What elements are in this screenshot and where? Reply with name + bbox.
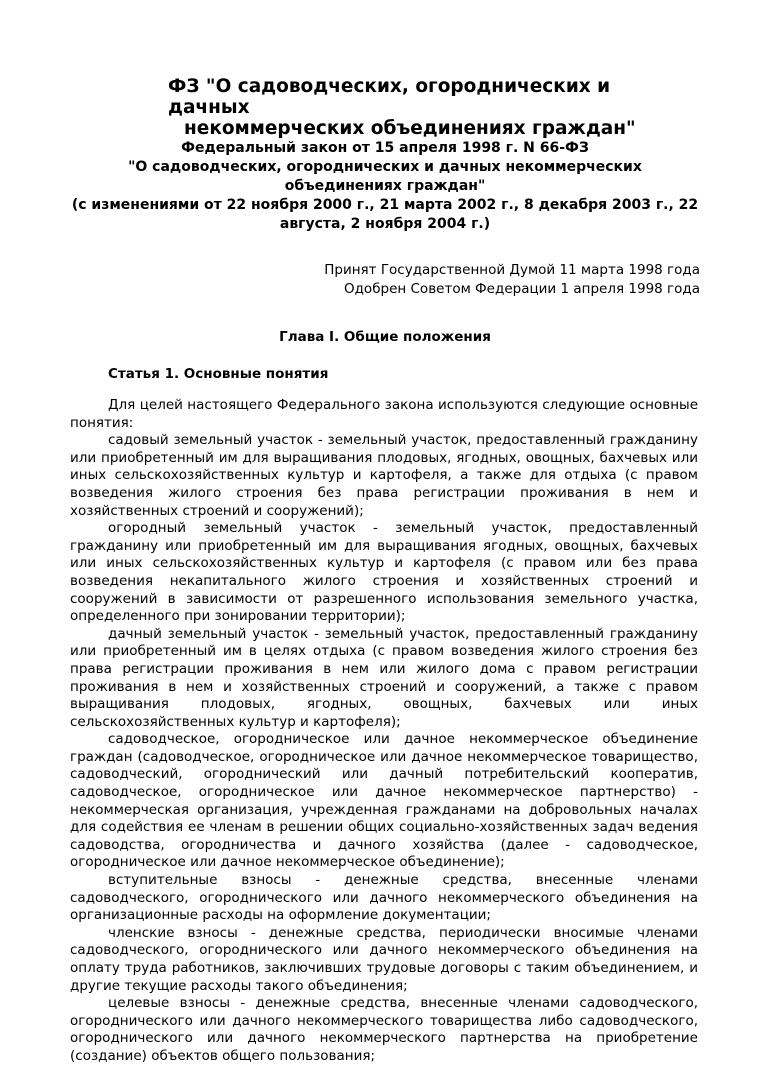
paragraph: Для целей настоящего Федерального закона используются следующие основные понятия:: [70, 397, 698, 431]
paragraph: целевые взносы - денежные средства, внесенные членами садоводческого, огороднического или дачного некоммерческого товарищества либо садоводческого, огороднического или дачного некоммерческого партнерства на приобретение (создание) объектов общего пользования;: [70, 995, 698, 1064]
paragraph: садовый земельный участок - земельный участок, предоставленный гражданину или приобретенный им для выращивания плодовых, ягодных, овощных, бахчевых или иных сельскохозяйственных культур и картофеля, а также для отдыха (с правом возведения жилого строения без права регистрации проживания в нем и хозяйственных строений и сооружений);: [70, 432, 698, 519]
paragraph: садоводческое, огородническое или дачное некоммерческое объединение граждан (садоводческое, огородническое или дачное некоммерческое товарищество, садоводческий, огороднический или дачный потребительский кооператив, садоводческое, огородническое или дачное некоммерческое партнерство) - некоммерческая организация, учрежденная гражданами на добровольных началах для содействия ее членам в решении общих социально-хозяйственных задач ведения садоводства, огородничества и дачного хозяйства (далее - садоводческое, огородническое или дачное некоммерческое объединение);: [70, 731, 698, 871]
paragraph: дачный земельный участок - земельный участок, предоставленный гражданину или приобретенный им в целях отдыха (с правом возведения жилого строения без права регистрации проживания в нем или жилого дома с правом регистрации проживания в нем и хозяйственных строений и сооружений, а также с правом выращивания плодовых, ягодных, овощных, бахчевых или иных сельскохозяйственных культур и картофеля);: [70, 625, 698, 730]
law-name: "О садоводческих, огороднических и дачных некоммерческих объединениях граждан": [128, 159, 642, 194]
article-body: [70, 397, 698, 1066]
adoption-info: [300, 261, 700, 299]
title-line-2: некоммерческих объединениях граждан": [184, 118, 636, 139]
article-heading: Статья 1. Основные понятия: [108, 366, 329, 382]
law-header: [70, 139, 700, 234]
law-number: Федеральный закон от 15 апреля 1998 г. N 66-ФЗ: [181, 140, 589, 156]
paragraph: вступительные взносы - денежные средства, внесенные членами садоводческого, огороднического или дачного некоммерческого объединения на организационные расходы на оформление документации;: [70, 872, 698, 924]
title-line-1: ФЗ "О садоводческих, огороднических и дачных: [168, 76, 611, 118]
chapter-heading: Глава I. Общие положения: [279, 329, 491, 345]
paragraph: членские взносы - денежные средства, периодически вносимые членами садоводческого, огороднического или дачного некоммерческого объединения на оплату труда работников, заключивших трудовые договоры с таким объединением, и другие текущие расходы такого объединения;: [70, 924, 698, 994]
paragraph: огородный земельный участок - земельный участок, предоставленный гражданину или приобретенный им для выращивания ягодных, овощных, бахчевых или иных сельскохозяйственных культур и картофеля (с правом или без права возведения некапитального жилого строения и хозяйственных строений и сооружений в зависимости от разрешенного использования земельного участка, определенного при зонировании территории);: [70, 520, 698, 625]
document-title: [168, 76, 648, 139]
adopted-by-duma: Принят Государственной Думой 11 марта 1998 года: [324, 262, 700, 278]
approved-by-council: Одобрен Советом Федерации 1 апреля 1998 года: [343, 281, 700, 297]
law-amendments: (с изменениями от 22 ноября 2000 г., 21 марта 2002 г., 8 декабря 2003 г., 22 августа, 2 ноября 2004 г.): [71, 197, 699, 232]
